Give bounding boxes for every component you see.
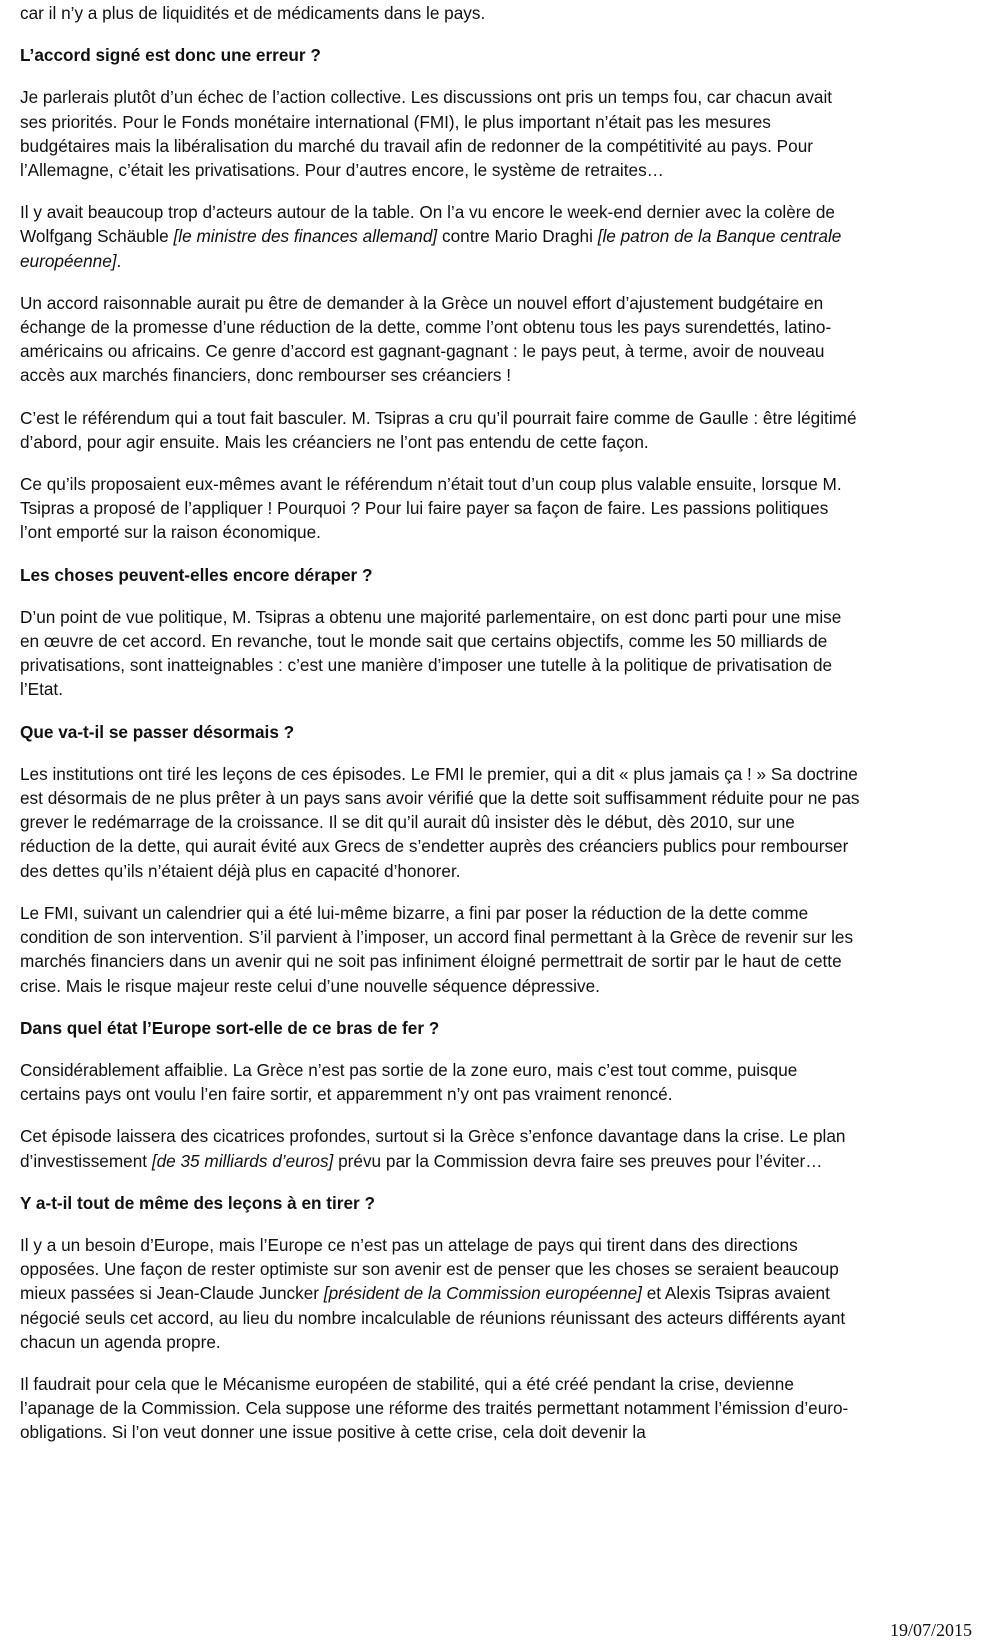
interview-question: Y a-t-il tout de même des leçons à en tirer ? [20, 1192, 375, 1213]
paragraph: C’est le référendum qui a tout fait basculer. M. Tsipras a cru qu’il pourrait faire comme de Gaulle : être légitimé d’abord, pour agir ensuite. Mais les créanciers ne l’ont pas entendu de cette façon. [20, 407, 857, 452]
paragraph: Il faudrait pour cela que le Mécanisme européen de stabilité, qui a été créé pendant la crise, devienne l’apanage de la Commission. Cela suppose une réforme des traités permettant notamment l’émission d’euro-obligations. Si l’on veut donner une issue positive à cette crise, cela doit devenir la [20, 1373, 849, 1443]
paragraph [20, 200, 860, 273]
text-span: prévu par la Commission devra faire ses preuves pour l’éviter… [333, 1150, 823, 1171]
paragraph: Le FMI, suivant un calendrier qui a été lui-même bizarre, a fini par poser la réduction de la dette comme condition de son intervention. S’il parvient à l’imposer, un accord final permettant à la Grèce de revenir sur les marchés financiers dans un avenir qui ne soit pas infiniment éloigné permettrait de sortir par le haut de cette crise. Mais le risque majeur reste celui d’une nouvelle séquence dépressive. [20, 902, 854, 996]
editor-note: [de 35 milliards d’euros] [151, 1150, 334, 1171]
print-date: 19/07/2015 [889, 1620, 972, 1640]
text-span: Il y avait beaucoup trop d’acteurs autour de la table. On l’a vu encore le week-end dernier avec la colère de Wolfgang Schäuble [20, 202, 835, 247]
paragraph [20, 1233, 860, 1354]
paragraph: D’un point de vue politique, M. Tsipras a obtenu une majorité parlementaire, on est donc parti pour une mise en œuvre de cet accord. En revanche, tout le monde sait que certains objectifs, comme les 50 milliards de privatisations, sont inatteignables : c’est une manière d’imposer une tutelle à la politique de privatisation de l’Etat. [20, 606, 842, 700]
text-span: contre Mario Draghi [437, 226, 598, 247]
text-span: et Alexis Tsipras avaient négocié seuls cet accord, au lieu du nombre incalculable de réunions réunissant des acteurs différents ayant chacun un agenda propre. [20, 1283, 846, 1352]
article-body [20, 0, 860, 1463]
interview-question: Que va-t-il se passer désormais ? [20, 721, 295, 742]
paragraph: car il n’y a plus de liquidités et de médicaments dans le pays. [20, 3, 486, 23]
interview-question: Dans quel état l’Europe sort-elle de ce bras de fer ? [20, 1017, 440, 1038]
interview-question: Les choses peuvent-elles encore déraper ? [20, 564, 373, 585]
text-span: . [116, 250, 122, 271]
interview-question: L’accord signé est donc une erreur ? [20, 45, 321, 66]
editor-note: [le ministre des finances allemand] [173, 226, 438, 247]
paragraph: Les institutions ont tiré les leçons de ces épisodes. Le FMI le premier, qui a dit « plus jamais ça ! » Sa doctrine est désormais de ne plus prêter à un pays sans avoir vérifié que la dette soit suffisamment réduite pour ne pas grever le redémarrage de la croissance. Il se dit qu’il aurait dû insister dès le début, dès 2010, sur une réduction de la dette, qui aurait évité aux Grecs de s’endetter auprès des créanciers publics pour rembourser des dettes qu’ils n’étaient déjà plus en capacité d’honorer. [20, 763, 860, 881]
editor-note: [le patron de la Banque centrale européenne] [20, 226, 842, 271]
text-span: Cet épisode laissera des cicatrices profondes, surtout si la Grèce s’enfonce davantage dans la crise. Le plan d’investissement [20, 1126, 846, 1171]
paragraph: Je parlerais plutôt d’un échec de l’action collective. Les discussions ont pris un temps fou, car chacun avait ses priorités. Pour le Fonds monétaire international (FMI), le plus important n’était pas les mesures budgétaires mais la libéralisation du marché du travail afin de redonner de la compétitivité au pays. Pour l’Allemagne, c’était les privatisations. Pour d’autres encore, le système de retraites… [20, 87, 833, 181]
paragraph: Ce qu’ils proposaient eux-mêmes avant le référendum n’était tout d’un coup plus valable ensuite, lorsque M. Tsipras a proposé de l’appliquer ! Pourquoi ? Pour lui faire payer sa façon de faire. Les passions politiques l’ont emporté sur la raison économique. [20, 474, 842, 543]
editor-note: [président de la Commission européenne] [323, 1283, 642, 1304]
text-span: Il y a un besoin d’Europe, mais l’Europe ce n’est pas un attelage de pays qui tirent dans des directions opposées. Une façon de rester optimiste sur son avenir est de penser que les choses se seraient beaucoup mieux passées si Jean-Claude Juncker [20, 1234, 839, 1304]
paragraph: Un accord raisonnable aurait pu être de demander à la Grèce un nouvel effort d’ajustement budgétaire en échange de la promesse d’une réduction de la dette, comme l’ont obtenu tous les pays surendettés, latino-américains ou africains. Ce genre d’accord est gagnant-gagnant : le pays peut, à terme, avoir de nouveau accès aux marchés financiers, donc rembourser ses créanciers ! [20, 292, 832, 386]
paragraph [20, 1124, 860, 1172]
paragraph: Considérablement affaiblie. La Grèce n’est pas sortie de la zone euro, mais c’est tout comme, puisque certains pays ont voulu l’en faire sortir, et apparemment n’y ont pas vraiment renoncé. [20, 1059, 798, 1105]
